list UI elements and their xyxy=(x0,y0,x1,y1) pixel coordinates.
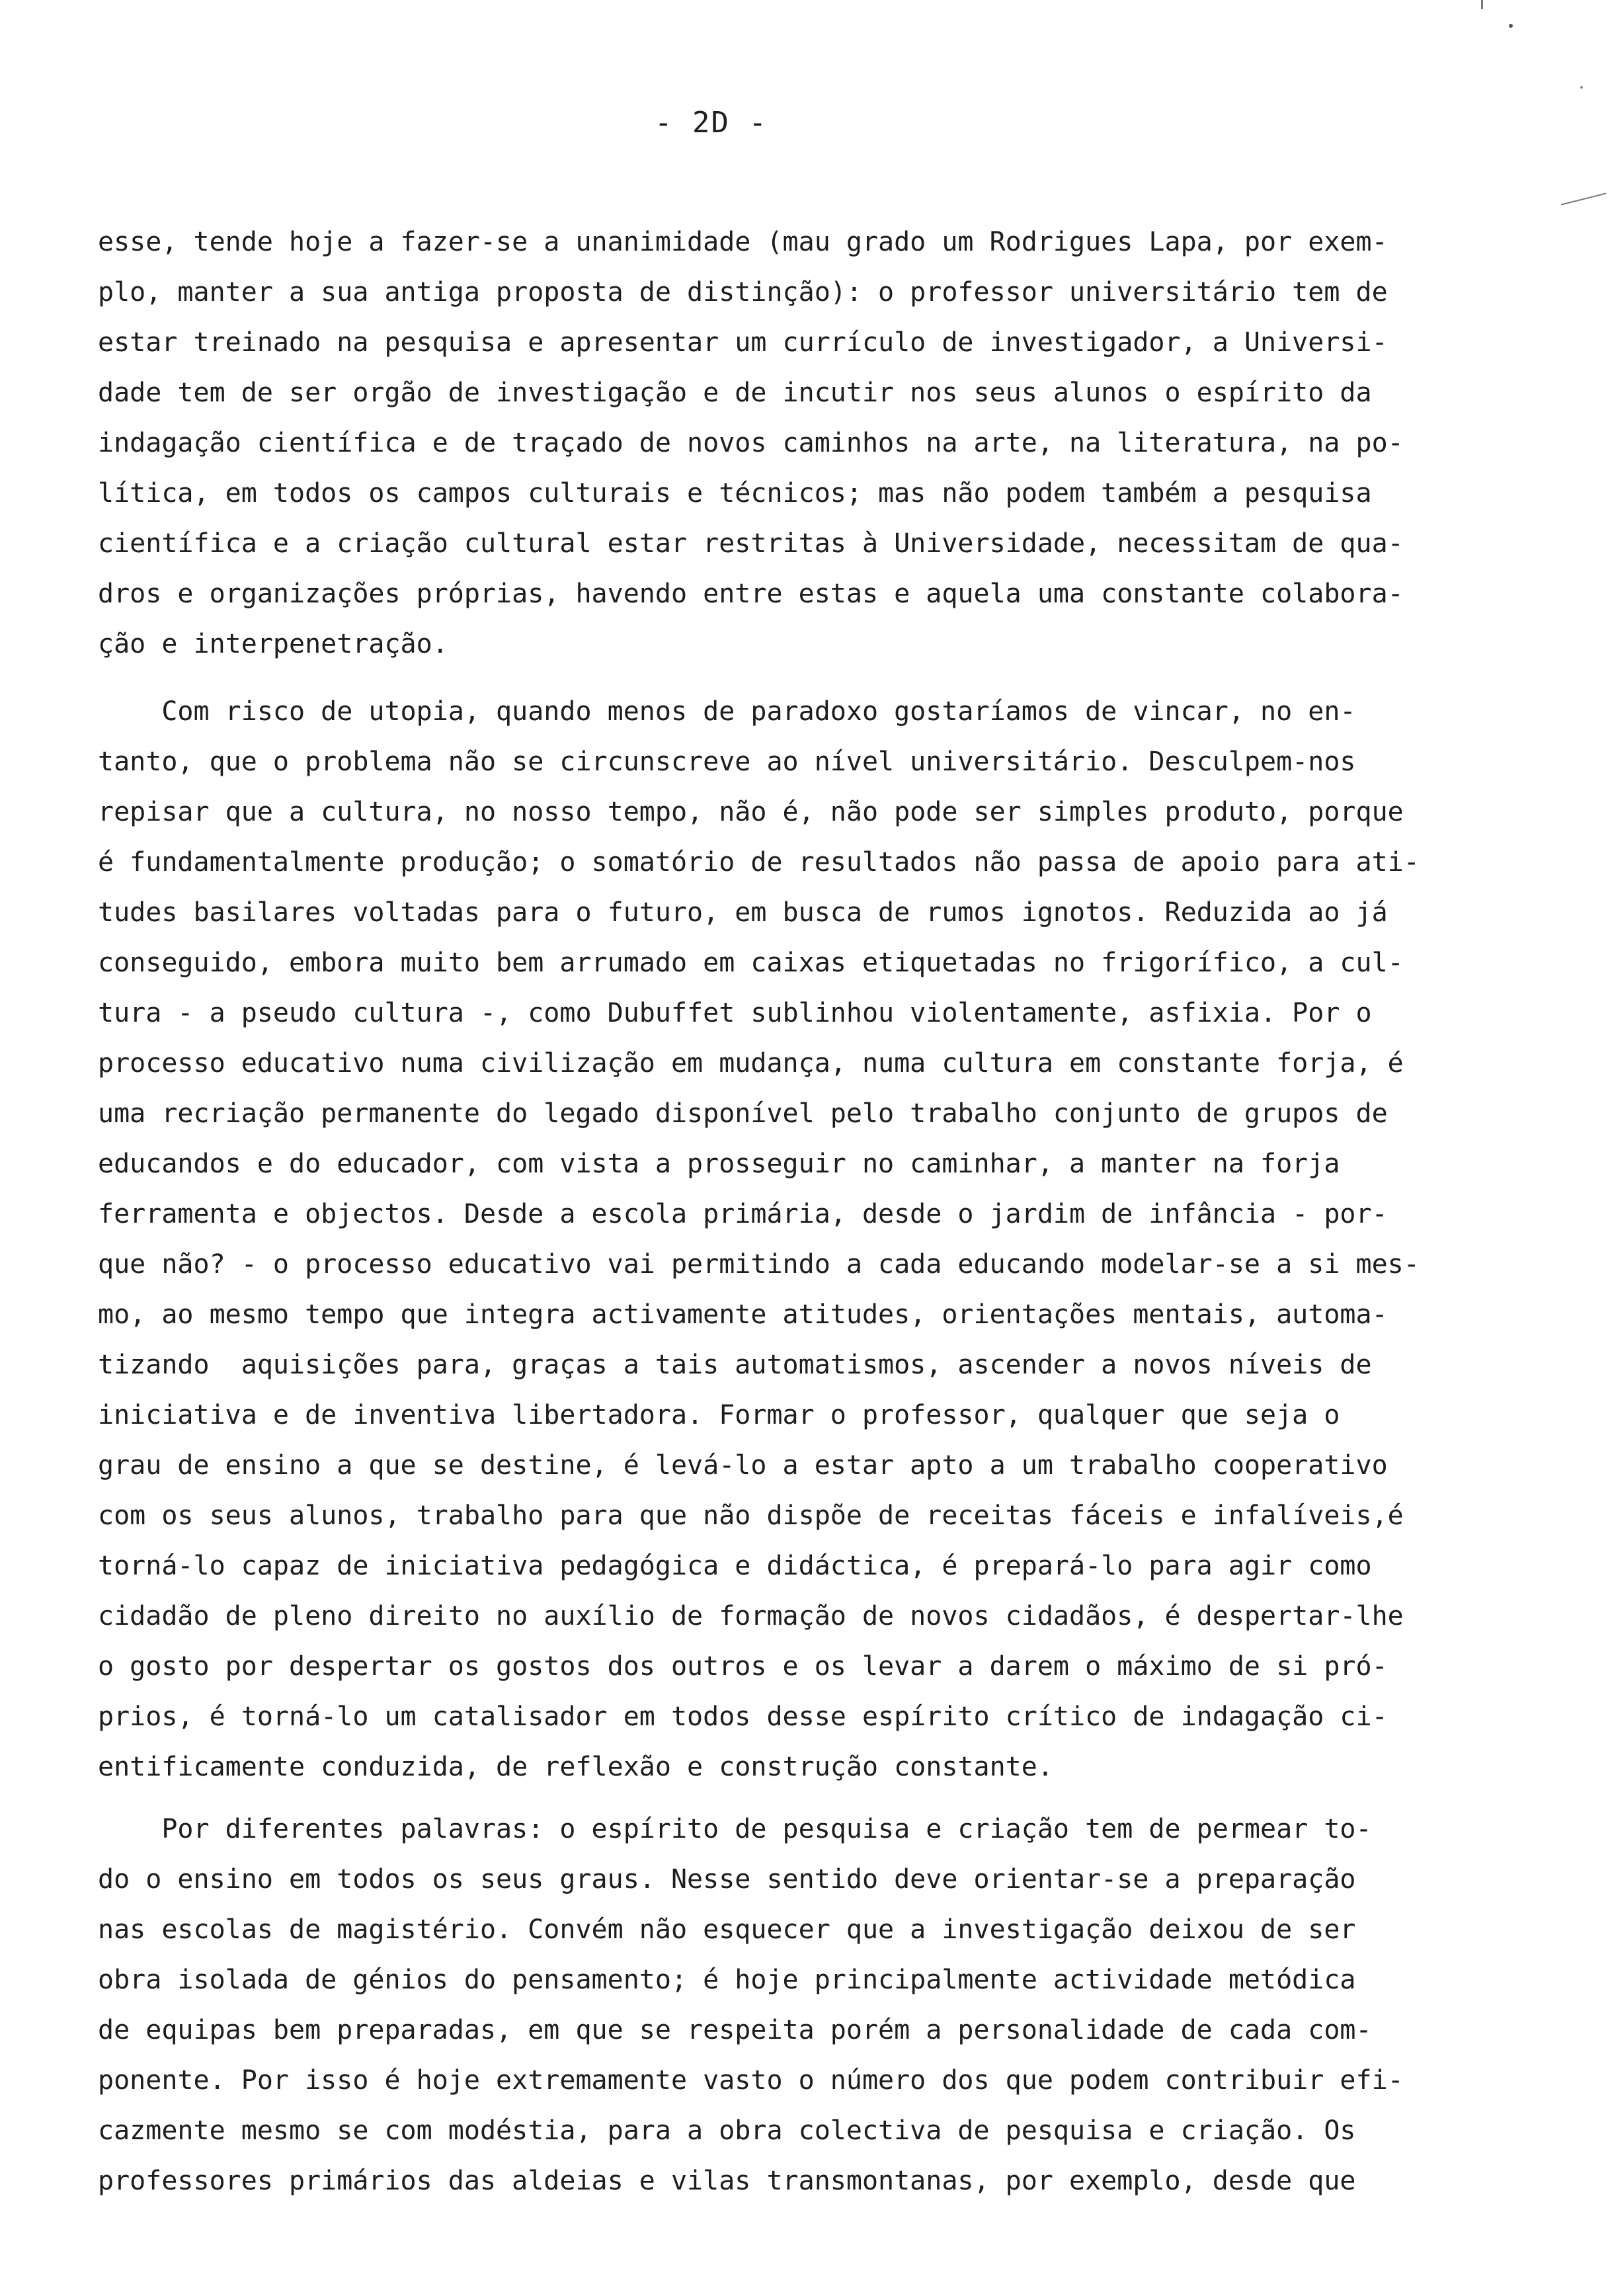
text-line: tanto, que o problema não se circunscreve ao nível universitário. Desculpem-nos xyxy=(98,747,1356,777)
text-line: grau de ensino a que se destine, é levá-lo a estar apto a um trabalho cooperativo xyxy=(98,1450,1388,1481)
text-line: plo, manter a sua antiga proposta de distinção): o professor universitário tem de xyxy=(98,277,1388,308)
text-line: indagação científica e de traçado de novos caminhos na arte, na literatura, na po- xyxy=(98,428,1404,458)
text-line: cidadão de pleno direito no auxílio de formação de novos cidadãos, é despertar-lhe xyxy=(98,1601,1404,1631)
scan-speck xyxy=(1509,24,1513,28)
scan-stroke xyxy=(1561,193,1606,206)
text-line: de equipas bem preparadas, em que se respeita porém a personalidade de cada com- xyxy=(98,2015,1372,2045)
text-line: entificamente conduzida, de reflexão e construção constante. xyxy=(98,1752,1053,1782)
text-line: processo educativo numa civilização em mudança, numa cultura em constante forja, é xyxy=(98,1048,1404,1079)
text-line: do o ensino em todos os seus graus. Nesse sentido deve orientar-se a preparação xyxy=(98,1864,1356,1895)
text-line: estar treinado na pesquisa e apresentar um currículo de investigador, a Universi- xyxy=(98,327,1388,358)
paragraph-2 xyxy=(98,686,1460,1792)
text-line: Por diferentes palavras: o espírito de pesquisa e criação tem de permear to- xyxy=(98,1814,1372,1844)
paragraph-1 xyxy=(98,217,1460,669)
text-line: tudes basilares voltadas para o futuro, em busca de rumos ignotos. Reduzida ao já xyxy=(98,897,1388,928)
text-line: conseguido, embora muito bem arrumado em caixas etiquetadas no frigorífico, a cul- xyxy=(98,948,1404,978)
text-line: com os seus alunos, trabalho para que não dispõe de receitas fáceis e infalíveis,é xyxy=(98,1500,1404,1531)
text-line: o gosto por despertar os gostos dos outros e os levar a darem o máximo de si pró- xyxy=(98,1651,1388,1682)
text-line: repisar que a cultura, no nosso tempo, não é, não pode ser simples produto, porque xyxy=(98,797,1404,827)
text-line: científica e a criação cultural estar restritas à Universidade, necessitam de qua- xyxy=(98,528,1404,559)
text-line: tizando aquisições para, graças a tais automatismos, ascender a novos níveis de xyxy=(98,1350,1372,1380)
text-line: obra isolada de génios do pensamento; é hoje principalmente actividade metódica xyxy=(98,1965,1356,1995)
text-line: é fundamentalmente produção; o somatório de resultados não passa de apoio para ati- xyxy=(98,847,1420,878)
text-line: uma recriação permanente do legado disponível pelo trabalho conjunto de grupos de xyxy=(98,1098,1388,1129)
text-line: Com risco de utopia, quando menos de paradoxo gostaríamos de vincar, no en- xyxy=(98,696,1356,727)
text-line: dade tem de ser orgão de investigação e de incutir nos seus alunos o espírito da xyxy=(98,378,1372,408)
text-line: que não? - o processo educativo vai permitindo a cada educando modelar-se a si mes- xyxy=(98,1249,1420,1280)
text-line: mo, ao mesmo tempo que integra activamente atitudes, orientações mentais, automa- xyxy=(98,1299,1388,1330)
text-line: cazmente mesmo se com modéstia, para a obra colectiva de pesquisa e criação. Os xyxy=(98,2115,1356,2146)
text-line: torná-lo capaz de iniciativa pedagógica e didáctica, é prepará-lo para agir como xyxy=(98,1551,1372,1581)
text-line: tura - a pseudo cultura -, como Dubuffet sublinhou violentamente, asfixia. Por o xyxy=(98,998,1372,1028)
text-line: nas escolas de magistério. Convém não esquecer que a investigação deixou de ser xyxy=(98,1914,1356,1945)
text-line: iniciativa e de inventiva libertadora. Formar o professor, qualquer que seja o xyxy=(98,1400,1340,1430)
text-line: prios, é torná-lo um catalisador em todos desse espírito crítico de indagação ci- xyxy=(98,1702,1388,1732)
text-line: professores primários das aldeias e vilas transmontanas, por exemplo, desde que xyxy=(98,2166,1356,2196)
text-line: ferramenta e objectos. Desde a escola primária, desde o jardim de infância - por- xyxy=(98,1199,1388,1229)
page-number: - 2D - xyxy=(655,106,768,140)
text-line: esse, tende hoje a fazer-se a unanimidade (mau grado um Rodrigues Lapa, por exem- xyxy=(98,227,1388,257)
scan-speck xyxy=(1580,86,1583,89)
paragraph-3 xyxy=(98,1804,1460,2206)
text-line: dros e organizações próprias, havendo entre estas e aquela uma constante colabora- xyxy=(98,579,1404,609)
text-line: ção e interpenetração. xyxy=(98,629,448,659)
text-line: ponente. Por isso é hoje extremamente vasto o número dos que podem contribuir efi- xyxy=(98,2065,1404,2096)
text-line: lítica, em todos os campos culturais e técnicos; mas não podem também a pesquisa xyxy=(98,478,1372,509)
text-line: educandos e do educador, com vista a prosseguir no caminhar, a manter na forja xyxy=(98,1149,1340,1179)
scan-stroke xyxy=(1481,0,1483,9)
